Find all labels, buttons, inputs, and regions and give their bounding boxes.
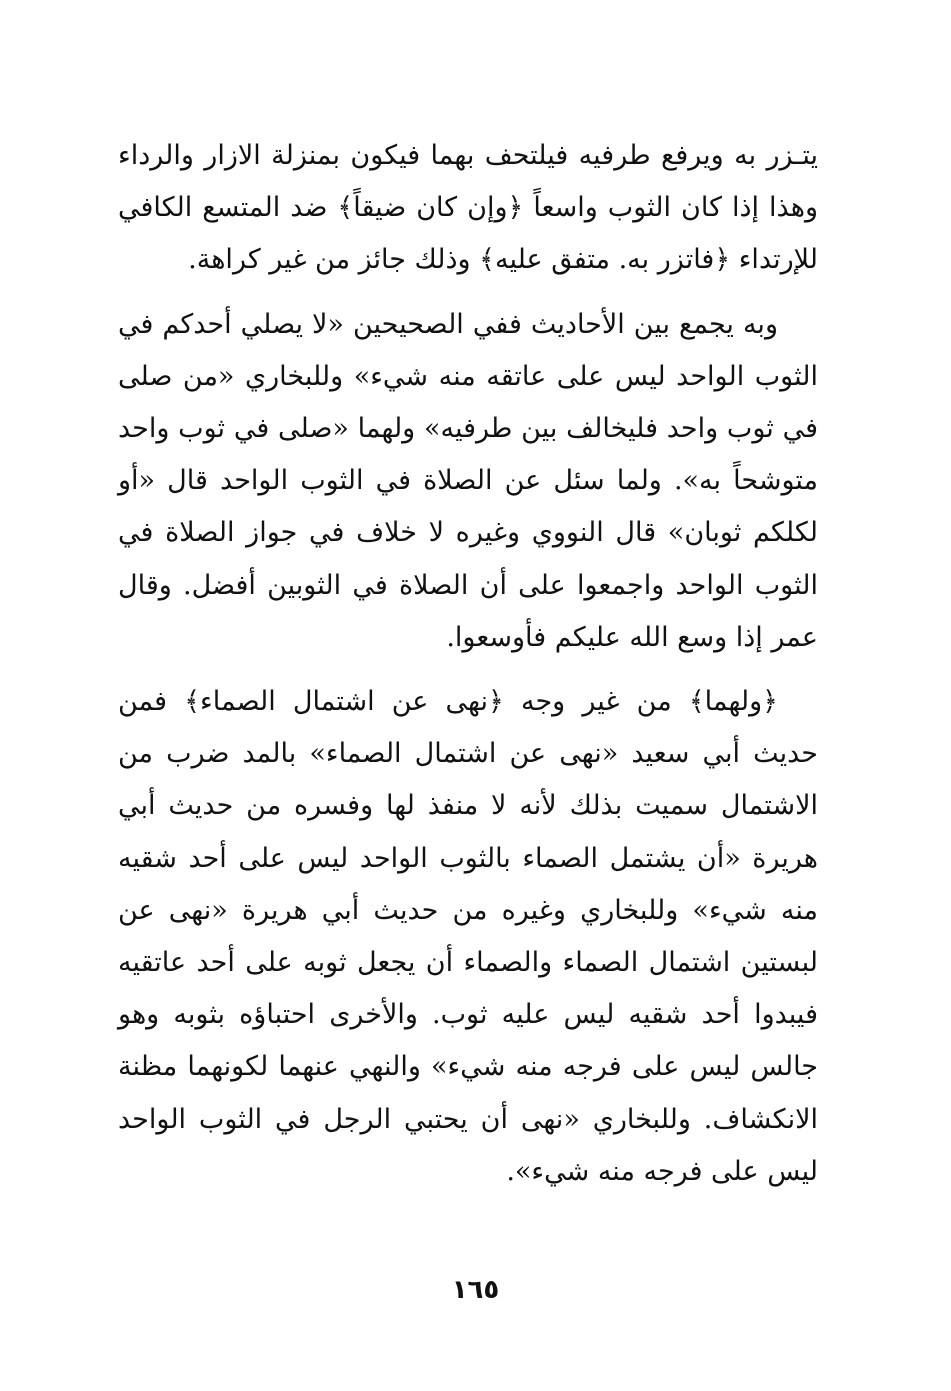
paragraph-3: ﴿ولهما﴾ من غير وجه ﴿نهى عن اشتمال الصماء﴾ فمن حديث أبي سعيد «نهى عن اشتمال الصماء» بالمد ضرب من الاشتمال سميت بذلك لأنه لا منفذ لها وفسره من حديث أبي هريرة «أن يشتمل الصماء بالثوب الواحد ليس على أحد شقيه منه شيء» وللبخاري وغيره من حديث أبي هريرة «نهى عن لبستين اشتمال الصماء والصماء أن يجعل ثوبه على أحد عاتقيه فيبدوا أحد شقيه ليس عليه ثوب. والأخرى احتباؤه بثوبه وهو جالس ليس على فرجه منه شيء» والنهي عنهما لكونهما مظنة الانكشاف. وللبخاري «نهى أن يحتبي الرجل في الثوب الواحد ليس على فرجه منه شيء». [118, 686, 818, 1187]
paragraph-1: يتـزر به ويرفع طرفيه فيلتحف بهما فيكون بمنزلة الازار والرداء وهذا إذا كان الثوب واسعاً ﴿وإن كان ضيقاً﴾ ضد المتسع الكافي للإرتداء ﴿فاتزر به. متفق عليه﴾ وذلك جائز من غير كراهة. [118, 140, 818, 276]
page-number: ١٦٥ [451, 1275, 500, 1305]
body-text [118, 130, 818, 1198]
paragraph-2: وبه يجمع بين الأحاديث ففي الصحيحين «لا يصلي أحدكم في الثوب الواحد ليس على عاتقه منه شيء» وللبخاري «من صلى في ثوب واحد فليخالف بين طرفيه» ولهما «صلى في ثوب واحد متوشحاً به». ولما سئل عن الصلاة في الثوب الواحد قال «أو لكلكم ثوبان» قال النووي وغيره لا خلاف في جواز الصلاة في الثوب الواحد واجمعوا على أن الصلاة في الثوبين أفضل. وقال عمر إذا وسع الله عليكم فأوسعوا. [118, 308, 818, 653]
